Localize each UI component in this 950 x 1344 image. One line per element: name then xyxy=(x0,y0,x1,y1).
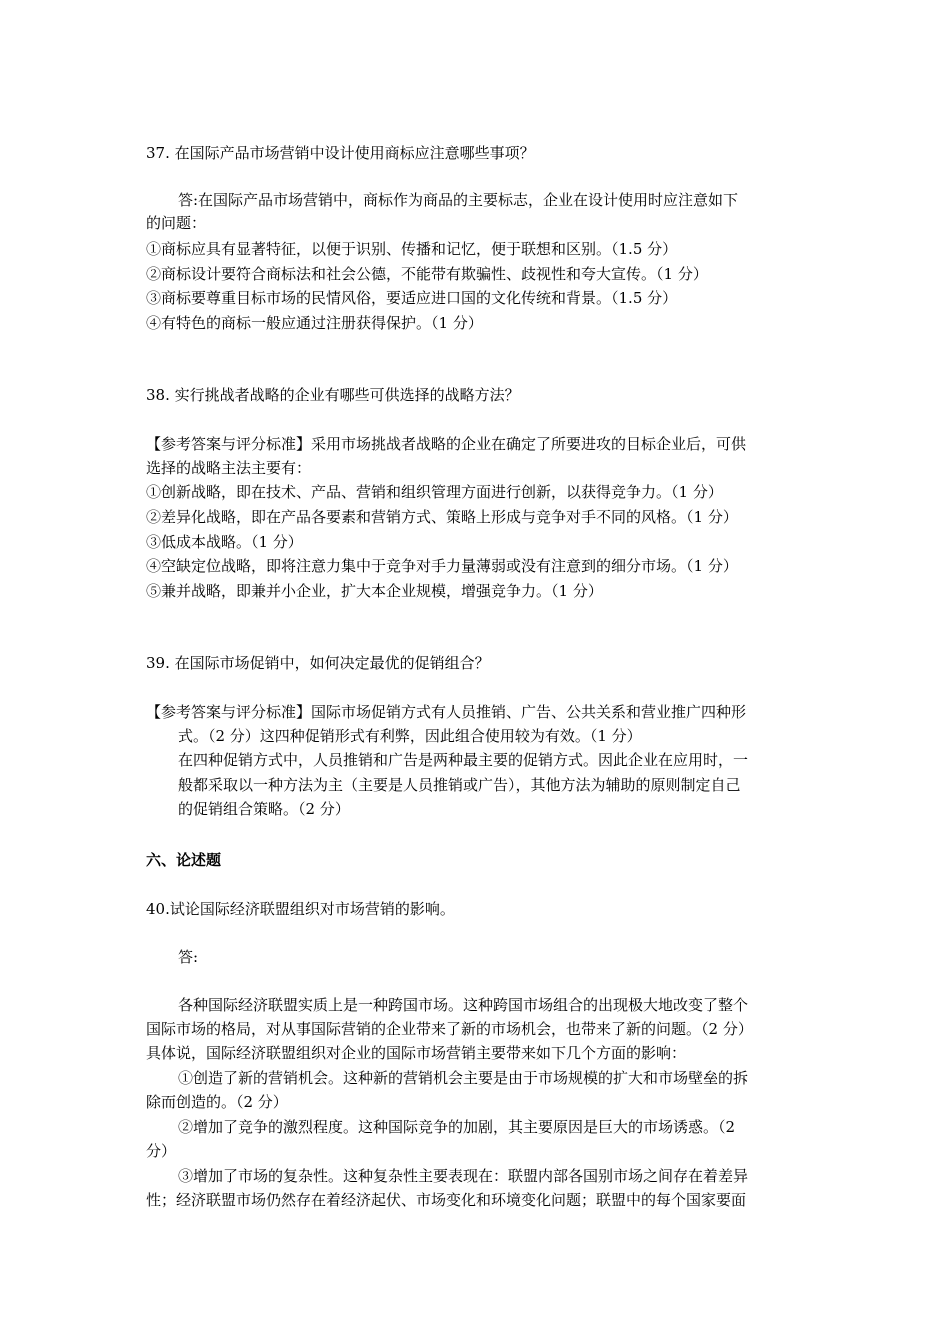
answer-40-line-5: 除而创造的。（2 分） xyxy=(146,1093,288,1111)
answer-38-line-1: 【参考答案与评分标准】采用市场挑战者战略的企业在确定了所要进攻的目标企业后，可供 xyxy=(146,435,747,453)
question-38: 38. 实行挑战者战略的企业有哪些可供选择的战略方法？ xyxy=(146,386,520,404)
answer-38-point-2: ②差异化战略，即在产品各要素和营销方式、策略上形成与竞争对手不同的风格。（1 分） xyxy=(146,508,738,526)
answer-40-label: 答: xyxy=(178,948,199,966)
answer-38-point-3: ③低成本战略。（1 分） xyxy=(146,533,303,551)
answer-37-point-1: ①商标应具有显著特征，以便于识别、传播和记忆，便于联想和区别。（1.5 分） xyxy=(146,240,678,258)
answer-38-point-1: ①创新战略，即在技术、产品、营销和组织管理方面进行创新，以获得竞争力。（1 分） xyxy=(146,483,723,501)
answer-40-line-6: ②增加了竞争的激烈程度。这种国际竞争的加剧，其主要原因是巨大的市场诱惑。（2 xyxy=(178,1118,736,1136)
answer-40-line-1: 各种国际经济联盟实质上是一种跨国市场。这种跨国市场组合的出现极大地改变了整个 xyxy=(178,996,749,1014)
answer-40-line-8: ③增加了市场的复杂性。这种复杂性主要表现在：联盟内部各国别市场之间存在着差异 xyxy=(178,1167,749,1185)
answer-38-point-4: ④空缺定位战略，即将注意力集中于竞争对手力量薄弱或没有注意到的细分市场。（1 分） xyxy=(146,557,738,575)
question-39: 39. 在国际市场促销中，如何决定最优的促销组合？ xyxy=(146,654,490,672)
answer-38-point-5: ⑤兼并战略，即兼并小企业，扩大本企业规模，增强竞争力。（1 分） xyxy=(146,582,603,600)
question-37: 37. 在国际产品市场营销中设计使用商标应注意哪些事项？ xyxy=(146,144,535,162)
section-heading-6: 六、论述题 xyxy=(146,851,222,869)
answer-37-point-4: ④有特色的商标一般应通过注册获得保护。（1 分） xyxy=(146,314,483,332)
answer-39-line-1: 【参考答案与评分标准】国际市场促销方式有人员推销、广告、公共关系和营业推广四种形 xyxy=(146,703,747,721)
answer-37-line-1: 答:在国际产品市场营销中，商标作为商品的主要标志，企业在设计使用时应注意如下 xyxy=(178,191,739,209)
answer-40-line-3: 具体说，国际经济联盟组织对企业的国际市场营销主要带来如下几个方面的影响： xyxy=(146,1044,687,1062)
answer-39-line-4: 般都采取以一种方法为主（主要是人员推销或广告），其他方法为辅助的原则制定自己 xyxy=(178,776,741,794)
answer-40-line-9: 性；经济联盟市场仍然存在着经济起伏、市场变化和环境变化问题；联盟中的每个国家要面 xyxy=(146,1191,747,1209)
answer-37-point-2: ②商标设计要符合商标法和社会公德，不能带有欺骗性、歧视性和夸大宣传。（1 分） xyxy=(146,265,708,283)
answer-40-line-7: 分） xyxy=(146,1142,177,1160)
answer-39-line-3: 在四种促销方式中，人员推销和广告是两种最主要的促销方式。因此企业在应用时，一 xyxy=(178,751,749,769)
answer-37-line-2: 的问题： xyxy=(146,214,207,232)
answer-40-line-4: ①创造了新的营销机会。这种新的营销机会主要是由于市场规模的扩大和市场壁垒的拆 xyxy=(178,1069,749,1087)
answer-39-line-2: 式。（2 分）这四种促销形式有利弊，因此组合使用较为有效。（1 分） xyxy=(178,727,642,745)
answer-38-line-2: 选择的战略主法主要有： xyxy=(146,459,312,477)
answer-40-line-2: 国际市场的格局，对从事国际营销的企业带来了新的市场机会，也带来了新的问题。（2 分） xyxy=(146,1020,753,1038)
question-40: 40.试论国际经济联盟组织对市场营销的影响。 xyxy=(146,900,455,918)
answer-39-line-5: 的促销组合策略。（2 分） xyxy=(178,800,350,818)
answer-37-point-3: ③商标要尊重目标市场的民情风俗，要适应进口国的文化传统和背景。（1.5 分） xyxy=(146,289,678,307)
